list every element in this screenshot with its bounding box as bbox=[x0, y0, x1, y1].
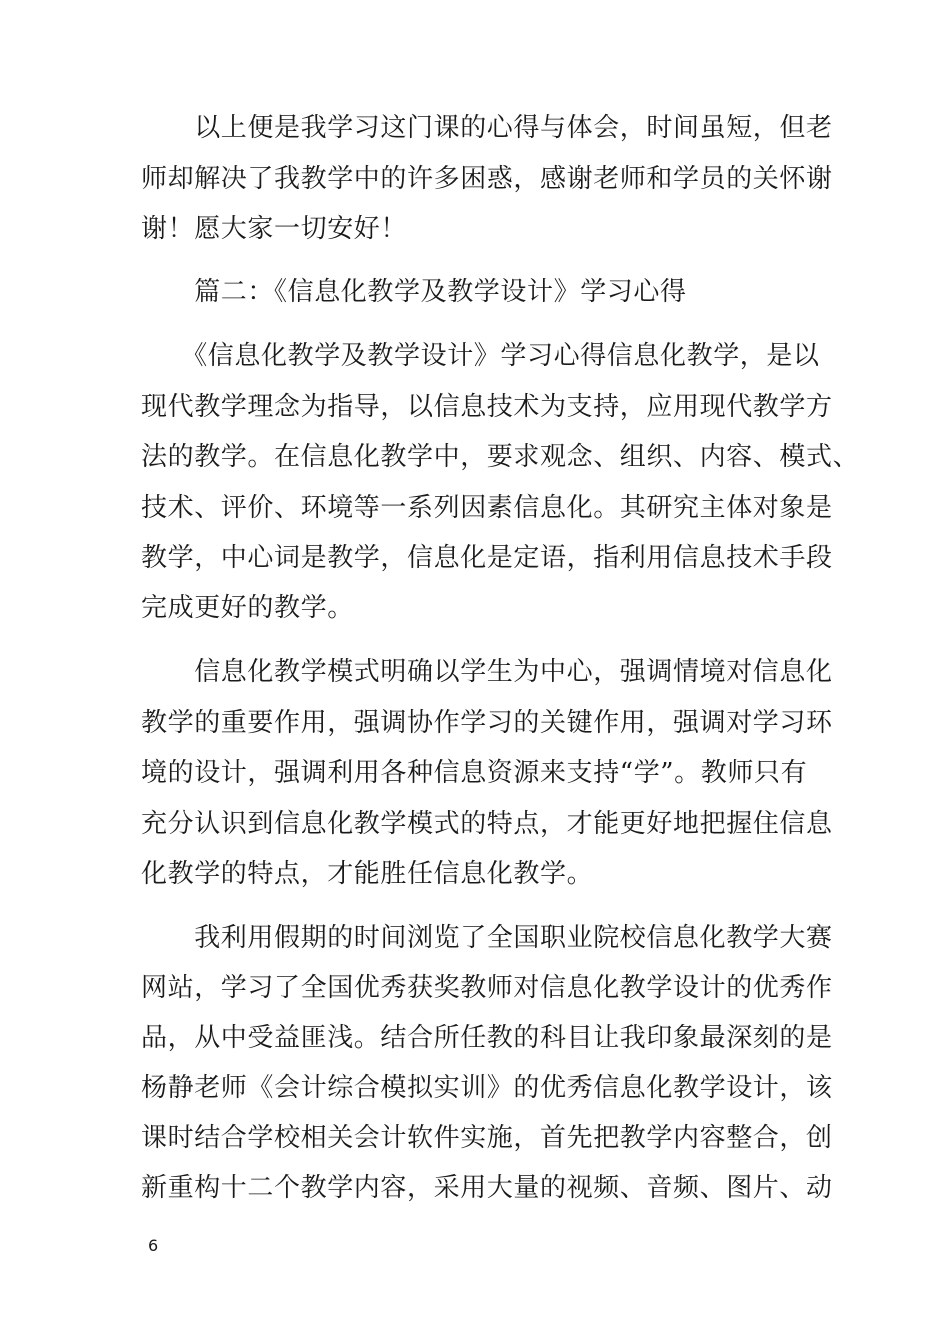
text-line: 谢！愿大家一切安好！ bbox=[141, 214, 408, 244]
text-line: 教学的重要作用，强调协作学习的关键作用，强调对学习环 bbox=[141, 708, 833, 738]
text-line: 课时结合学校相关会计软件实施，首先把教学内容整合，创 bbox=[141, 1123, 833, 1153]
text-line: 充分认识到信息化教学模式的特点，才能更好地把握住信息 bbox=[141, 809, 833, 839]
text-line: 我利用假期的时间浏览了全国职业院校信息化教学大赛 bbox=[141, 923, 833, 953]
text-line: 以上便是我学习这门课的心得与体会，时间虽短，但老 bbox=[141, 113, 833, 143]
text-line: 信息化教学模式明确以学生为中心，强调情境对信息化 bbox=[141, 657, 833, 687]
text-line: 新重构十二个教学内容，采用大量的视频、音频、图片、动 bbox=[141, 1173, 833, 1203]
text-line: 师却解决了我教学中的许多困惑，感谢老师和学员的关怀谢 bbox=[141, 164, 833, 194]
text-line: 技术、评价、环境等一系列因素信息化。其研究主体对象是 bbox=[141, 493, 833, 523]
text-line: 境的设计，强调利用各种信息资源来支持“学”。教师只有 bbox=[141, 758, 808, 788]
text-line: 《信息化教学及教学设计》学习心得信息化教学，是以 bbox=[141, 341, 820, 371]
text-line: 教学，中心词是教学，信息化是定语，指利用信息技术手段 bbox=[141, 543, 833, 573]
text-line: 杨静老师《会计综合模拟实训》的优秀信息化教学设计，该 bbox=[141, 1073, 833, 1103]
text-line: 完成更好的教学。 bbox=[141, 593, 354, 623]
text-line: 化教学的特点，才能胜任信息化教学。 bbox=[141, 859, 594, 889]
text-line: 现代教学理念为指导，以信息技术为支持，应用现代教学方 bbox=[141, 392, 833, 422]
text-line: 品，从中受益匪浅。结合所任教的科目让我印象最深刻的是 bbox=[141, 1023, 833, 1053]
text-line: 法的教学。在信息化教学中，要求观念、组织、内容、模式、 bbox=[141, 442, 860, 472]
page-number: 6 bbox=[148, 1236, 159, 1255]
section-heading: 篇二：《信息化教学及教学设计》学习心得 bbox=[141, 277, 687, 307]
text-line: 网站，学习了全国优秀获奖教师对信息化教学设计的优秀作 bbox=[141, 973, 833, 1003]
